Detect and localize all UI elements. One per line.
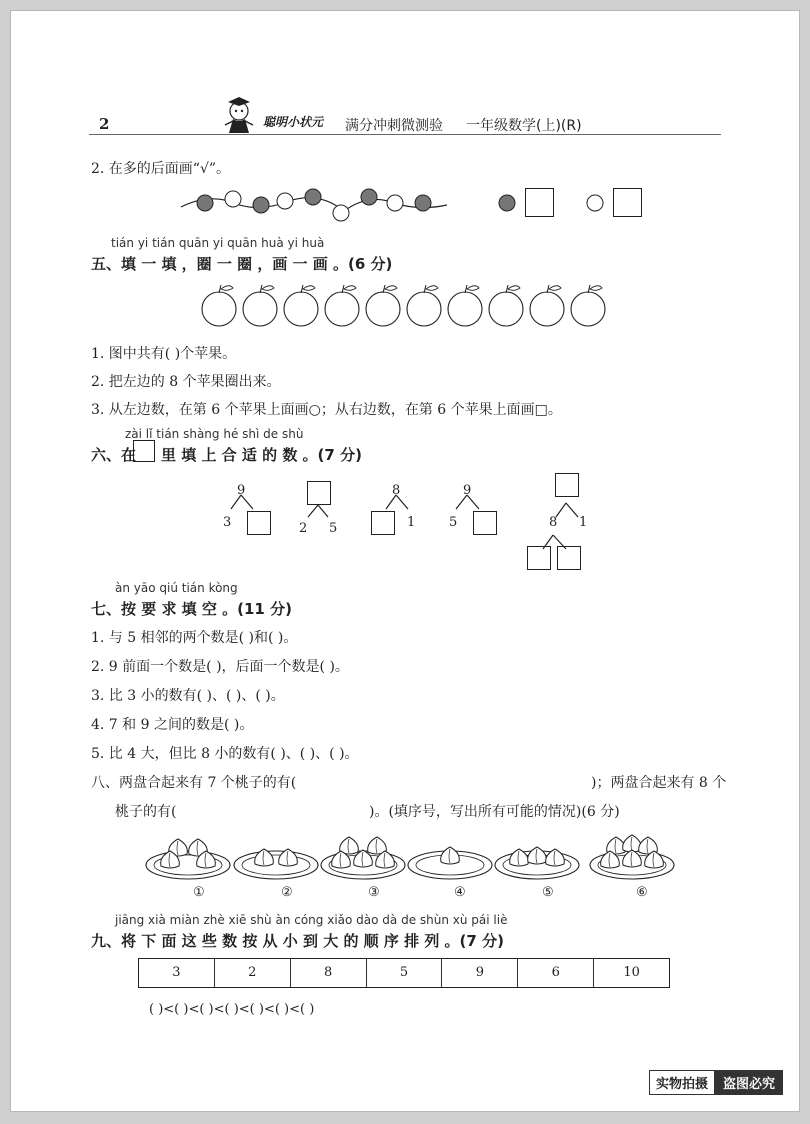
worksheet-page — [10, 10, 800, 1112]
section7-q5: 5. 比 4 大，但比 8 小的数有( )、( )、( )。 — [91, 746, 359, 762]
plate-label-3: ③ — [368, 885, 380, 900]
section6-title-suffix: 里 填 上 合 适 的 数 。(7 分) — [161, 446, 362, 464]
apple-icon — [530, 285, 564, 326]
plate-label-6: ⑥ — [636, 885, 648, 900]
tree1-left: 3 — [223, 515, 232, 530]
peach-plate-icon — [234, 849, 318, 879]
light-bead-icon — [585, 193, 605, 213]
subject-title: 一年级数学(上)(R) — [466, 118, 582, 134]
number-cell: 10 — [623, 965, 640, 980]
tree2-answer-box[interactable] — [307, 481, 331, 505]
answer-box-light-beads[interactable] — [613, 188, 642, 217]
section7-q1: 1. 与 5 相邻的两个数是( )和( )。 — [91, 630, 298, 646]
apple-icon — [243, 285, 277, 326]
tree2-right: 5 — [329, 521, 338, 536]
tree1-answer-box[interactable] — [247, 511, 271, 535]
peach-plate-icon — [590, 835, 674, 879]
number-cell: 8 — [291, 959, 367, 987]
peach-plate-icon — [495, 847, 579, 879]
section8-line2-start: 桃子的有( — [115, 804, 177, 820]
apple-icon — [571, 285, 605, 326]
section7-q3: 3. 比 3 小的数有( )、( )、( )。 — [91, 688, 285, 704]
number-cell: 2 — [215, 959, 291, 987]
section5-pinyin: tián yi tián quān yi quān huà yi huà — [111, 236, 325, 250]
section8-line1-start: 八、两盘合起来有 7 个桃子的有( — [91, 775, 297, 791]
apple-icon — [489, 285, 523, 326]
section6-title-prefix: 六、在 — [91, 446, 137, 464]
number-cell: 3 — [139, 959, 215, 987]
tree5-bottom-left-answer-box[interactable] — [527, 546, 551, 570]
peach-plates-illustration — [145, 827, 685, 883]
section8-line1-end: )；两盘合起来有 8 个 — [591, 775, 727, 791]
apple-icon — [366, 285, 400, 326]
section8-line2-end: )。(填序号，写出所有可能的情况)(6 分) — [369, 804, 620, 820]
section5-q1: 1. 图中共有( )个苹果。 — [91, 346, 237, 362]
tree5-right: 1 — [579, 515, 588, 530]
tree5-bottom-right-answer-box[interactable] — [557, 546, 581, 570]
stamp-right-text: 盗图必究 — [715, 1070, 783, 1095]
section6-title-box — [133, 440, 155, 462]
tree4-top: 9 — [463, 483, 472, 498]
tree4-left: 5 — [449, 515, 458, 530]
tree3-top: 8 — [392, 483, 401, 498]
section7-q2: 2. 9 前面一个数是( )，后面一个数是( )。 — [91, 659, 349, 675]
number-cell: 6 — [518, 959, 594, 987]
stamp-left-text: 实物拍摄 — [649, 1070, 715, 1095]
bead-string-illustration — [179, 183, 449, 223]
tree2-left: 2 — [299, 521, 308, 536]
tree5-top-answer-box[interactable] — [555, 473, 579, 497]
tree4-answer-box[interactable] — [473, 511, 497, 535]
peach-plate-icon — [408, 847, 492, 879]
apple-icon — [407, 285, 441, 326]
peach-plate-icon — [321, 837, 405, 879]
plate-label-1: ① — [193, 885, 205, 900]
section7-q4: 4. 7 和 9 之间的数是( )。 — [91, 717, 254, 733]
answer-box-dark-beads[interactable] — [525, 188, 554, 217]
number-cell: 5 — [367, 959, 443, 987]
plate-label-5: ⑤ — [542, 885, 554, 900]
apple-row-illustration — [199, 281, 609, 329]
tree5-left: 8 — [549, 515, 558, 530]
header-divider — [89, 134, 721, 135]
section7-pinyin: àn yāo qiú tián kòng — [115, 581, 238, 595]
apple-icon — [202, 285, 236, 326]
plate-label-2: ② — [281, 885, 293, 900]
logo-text: 聪明小状元 — [263, 115, 324, 129]
apple-icon — [284, 285, 318, 326]
apple-icon — [325, 285, 359, 326]
section6-pinyin: zài lǐ tián shàng hé shì de shù — [125, 427, 304, 441]
tree3-right: 1 — [407, 515, 416, 530]
plate-label-4: ④ — [454, 885, 466, 900]
number-cell: 9 — [442, 959, 518, 987]
section5-q3: 3. 从左边数，在第 6 个苹果上面画○；从右边数，在第 6 个苹果上面画□。 — [91, 402, 562, 418]
numbers-table — [138, 958, 670, 988]
tree1-top: 9 — [237, 483, 246, 498]
section5-title: 五、填 一 填 ，圈 一 圈 ，画 一 画 。(6 分) — [91, 255, 393, 273]
page-number: 2 — [99, 115, 110, 133]
watermark-stamp — [649, 1070, 783, 1095]
section9-pinyin: jiāng xià miàn zhè xiē shù àn cóng xiǎo dào dà de shùn xù pái liè — [115, 913, 508, 927]
peach-plate-icon — [146, 839, 230, 879]
dark-bead-icon — [497, 193, 517, 213]
section9-title: 九、将 下 面 这 些 数 按 从 小 到 大 的 顺 序 排 列 。(7 分) — [91, 932, 504, 950]
series-title: 满分冲刺微测验 — [345, 118, 443, 134]
apple-icon — [448, 285, 482, 326]
section7-title: 七、按 要 求 填 空 。(11 分) — [91, 600, 292, 618]
section5-q2: 2. 把左边的 8 个苹果圈出来。 — [91, 374, 281, 390]
beads-question: 2. 在多的后面画“√”。 — [91, 161, 231, 177]
tree3-answer-box[interactable] — [371, 511, 395, 535]
ordering-answer-row: ( )<( )<( )<( )<( )<( )<( ) — [149, 1002, 315, 1017]
